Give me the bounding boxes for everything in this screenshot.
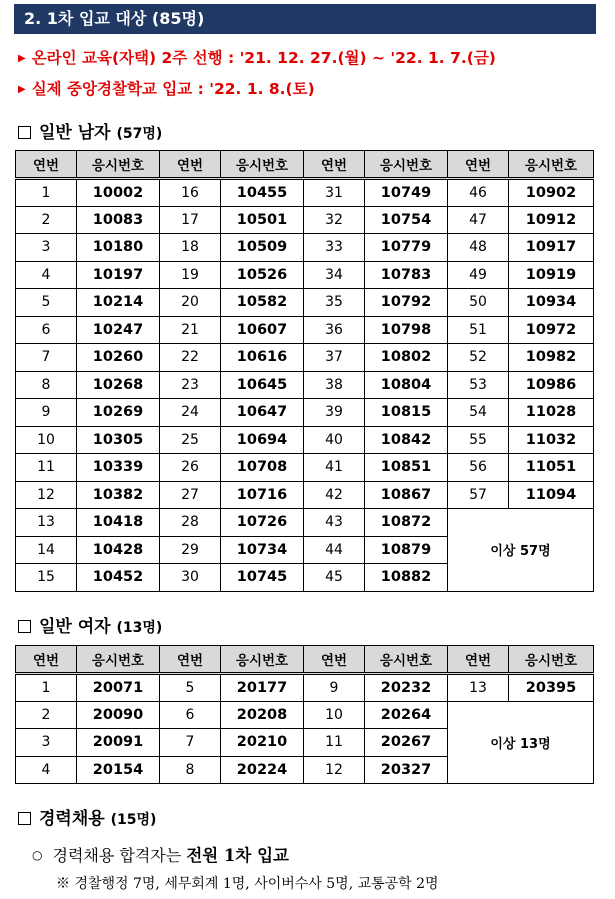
exam-number-cell: 20154	[77, 756, 160, 784]
serial-number-cell: 21	[160, 316, 221, 344]
serial-number-cell: 8	[160, 756, 221, 784]
serial-number-cell: 33	[304, 234, 365, 262]
exam-number-cell: 11094	[509, 481, 594, 509]
exam-number-cell: 10919	[509, 261, 594, 289]
serial-number-cell: 23	[160, 371, 221, 399]
serial-number-cell: 47	[448, 206, 509, 234]
exam-number-cell: 10247	[77, 316, 160, 344]
serial-number-cell: 3	[16, 234, 77, 262]
table-row	[16, 316, 594, 344]
serial-number-cell: 36	[304, 316, 365, 344]
serial-number-cell: 45	[304, 564, 365, 592]
serial-number-cell: 30	[160, 564, 221, 592]
header-no: 연번	[160, 646, 221, 674]
exam-number-cell: 10501	[221, 206, 304, 234]
serial-number-cell: 10	[16, 426, 77, 454]
exam-number-cell: 10902	[509, 179, 594, 207]
serial-number-cell: 28	[160, 509, 221, 537]
exam-number-cell: 20224	[221, 756, 304, 784]
serial-number-cell: 4	[16, 756, 77, 784]
section-title: 2. 1차 입교 대상 (85명)	[14, 4, 596, 34]
serial-number-cell: 38	[304, 371, 365, 399]
serial-number-cell: 2	[16, 206, 77, 234]
serial-number-cell: 39	[304, 399, 365, 427]
exam-number-cell: 11051	[509, 454, 594, 482]
notice-actual-entry	[18, 77, 315, 99]
serial-number-cell: 12	[16, 481, 77, 509]
exam-number-cell: 10180	[77, 234, 160, 262]
serial-number-cell: 54	[448, 399, 509, 427]
serial-number-cell: 40	[304, 426, 365, 454]
notice-online-training	[18, 46, 496, 68]
serial-number-cell: 34	[304, 261, 365, 289]
header-code: 응시번호	[365, 646, 448, 674]
exam-number-cell: 10268	[77, 371, 160, 399]
heading-count: (57명)	[116, 126, 163, 142]
serial-number-cell: 3	[16, 729, 77, 757]
serial-number-cell: 42	[304, 481, 365, 509]
serial-number-cell: 26	[160, 454, 221, 482]
exam-number-cell: 10851	[365, 454, 448, 482]
serial-number-cell: 57	[448, 481, 509, 509]
career-line-emphasis: 전원 1차 입교	[186, 846, 289, 865]
header-code: 응시번호	[77, 646, 160, 674]
serial-number-cell: 17	[160, 206, 221, 234]
serial-number-cell: 18	[160, 234, 221, 262]
serial-number-cell: 44	[304, 536, 365, 564]
checkbox-square-icon	[18, 620, 31, 633]
exam-number-cell: 10726	[221, 509, 304, 537]
serial-number-cell: 13	[16, 509, 77, 537]
header-no: 연번	[16, 646, 77, 674]
serial-number-cell: 4	[16, 261, 77, 289]
triangle-bullet-icon: ▶	[18, 53, 26, 64]
career-entry-line	[32, 842, 289, 866]
career-section-heading	[18, 804, 156, 829]
serial-number-cell: 50	[448, 289, 509, 317]
circle-bullet-icon: ○	[32, 848, 43, 862]
serial-number-cell: 41	[304, 454, 365, 482]
checkbox-square-icon	[18, 126, 31, 139]
notice-text: 온라인 교육(자택) 2주 선행 : '21. 12. 27.(월) ~ '22. 1. 7.(금)	[31, 49, 496, 67]
table-row	[16, 234, 594, 262]
serial-number-cell: 25	[160, 426, 221, 454]
male-section-heading	[18, 118, 162, 143]
serial-number-cell: 6	[160, 701, 221, 729]
heading-text: 경력채용	[39, 809, 105, 829]
serial-number-cell: 29	[160, 536, 221, 564]
exam-number-cell: 10305	[77, 426, 160, 454]
checkbox-square-icon	[18, 812, 31, 825]
exam-number-cell: 10269	[77, 399, 160, 427]
total-cell: 이상 57명	[448, 509, 594, 592]
exam-number-cell: 20232	[365, 674, 448, 702]
serial-number-cell: 5	[160, 674, 221, 702]
exam-number-cell: 11028	[509, 399, 594, 427]
exam-number-cell: 10647	[221, 399, 304, 427]
exam-number-cell: 10872	[365, 509, 448, 537]
serial-number-cell: 20	[160, 289, 221, 317]
header-no: 연번	[304, 151, 365, 179]
serial-number-cell: 11	[304, 729, 365, 757]
exam-number-cell: 10754	[365, 206, 448, 234]
exam-number-cell: 10382	[77, 481, 160, 509]
exam-number-cell: 10083	[77, 206, 160, 234]
heading-count: (13명)	[116, 620, 163, 636]
header-no: 연번	[160, 151, 221, 179]
serial-number-cell: 10	[304, 701, 365, 729]
serial-number-cell: 9	[304, 674, 365, 702]
serial-number-cell: 19	[160, 261, 221, 289]
female-table	[15, 645, 594, 784]
male-table	[15, 150, 594, 592]
header-no: 연번	[304, 646, 365, 674]
serial-number-cell: 22	[160, 344, 221, 372]
exam-number-cell: 10428	[77, 536, 160, 564]
serial-number-cell: 1	[16, 674, 77, 702]
exam-number-cell: 10783	[365, 261, 448, 289]
exam-number-cell: 10197	[77, 261, 160, 289]
exam-number-cell: 10798	[365, 316, 448, 344]
exam-number-cell: 10749	[365, 179, 448, 207]
table-row	[16, 344, 594, 372]
exam-number-cell: 11032	[509, 426, 594, 454]
header-no: 연번	[16, 151, 77, 179]
exam-number-cell: 10792	[365, 289, 448, 317]
header-no: 연번	[448, 646, 509, 674]
serial-number-cell: 16	[160, 179, 221, 207]
table-header-row	[16, 151, 594, 179]
serial-number-cell: 56	[448, 454, 509, 482]
exam-number-cell: 10734	[221, 536, 304, 564]
header-code: 응시번호	[509, 646, 594, 674]
exam-number-cell: 10418	[77, 509, 160, 537]
exam-number-cell: 10645	[221, 371, 304, 399]
header-code: 응시번호	[221, 151, 304, 179]
exam-number-cell: 20071	[77, 674, 160, 702]
header-code: 응시번호	[509, 151, 594, 179]
career-breakdown-note: ※ 경찰행정 7명, 세무회계 1명, 사이버수사 5명, 교통공학 2명	[56, 876, 439, 892]
table-row	[16, 454, 594, 482]
serial-number-cell: 15	[16, 564, 77, 592]
serial-number-cell: 52	[448, 344, 509, 372]
table-row	[16, 426, 594, 454]
serial-number-cell: 49	[448, 261, 509, 289]
header-no: 연번	[448, 151, 509, 179]
exam-number-cell: 10716	[221, 481, 304, 509]
exam-number-cell: 10002	[77, 179, 160, 207]
exam-number-cell: 10802	[365, 344, 448, 372]
exam-number-cell: 10815	[365, 399, 448, 427]
table-row	[16, 481, 594, 509]
serial-number-cell: 7	[16, 344, 77, 372]
exam-number-cell: 10972	[509, 316, 594, 344]
exam-number-cell: 10260	[77, 344, 160, 372]
exam-number-cell: 10986	[509, 371, 594, 399]
header-code: 응시번호	[77, 151, 160, 179]
exam-number-cell: 10694	[221, 426, 304, 454]
table-row	[16, 289, 594, 317]
triangle-bullet-icon: ▶	[18, 84, 26, 95]
exam-number-cell: 10582	[221, 289, 304, 317]
table-row	[16, 179, 594, 207]
exam-number-cell: 10708	[221, 454, 304, 482]
serial-number-cell: 14	[16, 536, 77, 564]
exam-number-cell: 20327	[365, 756, 448, 784]
exam-number-cell: 10804	[365, 371, 448, 399]
serial-number-cell: 48	[448, 234, 509, 262]
exam-number-cell: 10842	[365, 426, 448, 454]
total-cell: 이상 13명	[448, 701, 594, 784]
serial-number-cell: 9	[16, 399, 77, 427]
serial-number-cell: 13	[448, 674, 509, 702]
exam-number-cell: 10879	[365, 536, 448, 564]
serial-number-cell: 1	[16, 179, 77, 207]
heading-text: 일반 여자	[39, 617, 111, 637]
serial-number-cell: 37	[304, 344, 365, 372]
serial-number-cell: 11	[16, 454, 77, 482]
exam-number-cell: 10452	[77, 564, 160, 592]
table-row	[16, 674, 594, 702]
exam-number-cell: 10526	[221, 261, 304, 289]
exam-number-cell: 10917	[509, 234, 594, 262]
serial-number-cell: 12	[304, 756, 365, 784]
table-row	[16, 371, 594, 399]
female-section-heading	[18, 612, 162, 637]
serial-number-cell: 46	[448, 179, 509, 207]
serial-number-cell: 31	[304, 179, 365, 207]
table-row	[16, 261, 594, 289]
exam-number-cell: 10607	[221, 316, 304, 344]
career-line-text: 경력채용 합격자는	[52, 846, 182, 865]
exam-number-cell: 10339	[77, 454, 160, 482]
serial-number-cell: 7	[160, 729, 221, 757]
serial-number-cell: 8	[16, 371, 77, 399]
exam-number-cell: 20210	[221, 729, 304, 757]
serial-number-cell: 35	[304, 289, 365, 317]
table-row	[16, 509, 594, 537]
exam-number-cell: 10616	[221, 344, 304, 372]
table-row	[16, 701, 594, 729]
exam-number-cell: 20090	[77, 701, 160, 729]
exam-number-cell: 20264	[365, 701, 448, 729]
heading-text: 일반 남자	[39, 123, 111, 143]
notice-text: 실제 중앙경찰학교 입교 : '22. 1. 8.(토)	[31, 80, 315, 98]
exam-number-cell: 10214	[77, 289, 160, 317]
serial-number-cell: 27	[160, 481, 221, 509]
serial-number-cell: 32	[304, 206, 365, 234]
exam-number-cell: 20208	[221, 701, 304, 729]
exam-number-cell: 10982	[509, 344, 594, 372]
exam-number-cell: 20395	[509, 674, 594, 702]
serial-number-cell: 53	[448, 371, 509, 399]
serial-number-cell: 5	[16, 289, 77, 317]
header-code: 응시번호	[365, 151, 448, 179]
serial-number-cell: 24	[160, 399, 221, 427]
exam-number-cell: 20267	[365, 729, 448, 757]
exam-number-cell: 20177	[221, 674, 304, 702]
exam-number-cell: 10745	[221, 564, 304, 592]
exam-number-cell: 10912	[509, 206, 594, 234]
table-header-row	[16, 646, 594, 674]
header-code: 응시번호	[221, 646, 304, 674]
table-row	[16, 206, 594, 234]
heading-count: (15명)	[110, 812, 157, 828]
serial-number-cell: 55	[448, 426, 509, 454]
serial-number-cell: 43	[304, 509, 365, 537]
exam-number-cell: 10455	[221, 179, 304, 207]
exam-number-cell: 10882	[365, 564, 448, 592]
table-row	[16, 399, 594, 427]
exam-number-cell: 10509	[221, 234, 304, 262]
serial-number-cell: 2	[16, 701, 77, 729]
serial-number-cell: 6	[16, 316, 77, 344]
exam-number-cell: 10867	[365, 481, 448, 509]
exam-number-cell: 10934	[509, 289, 594, 317]
exam-number-cell: 10779	[365, 234, 448, 262]
exam-number-cell: 20091	[77, 729, 160, 757]
serial-number-cell: 51	[448, 316, 509, 344]
